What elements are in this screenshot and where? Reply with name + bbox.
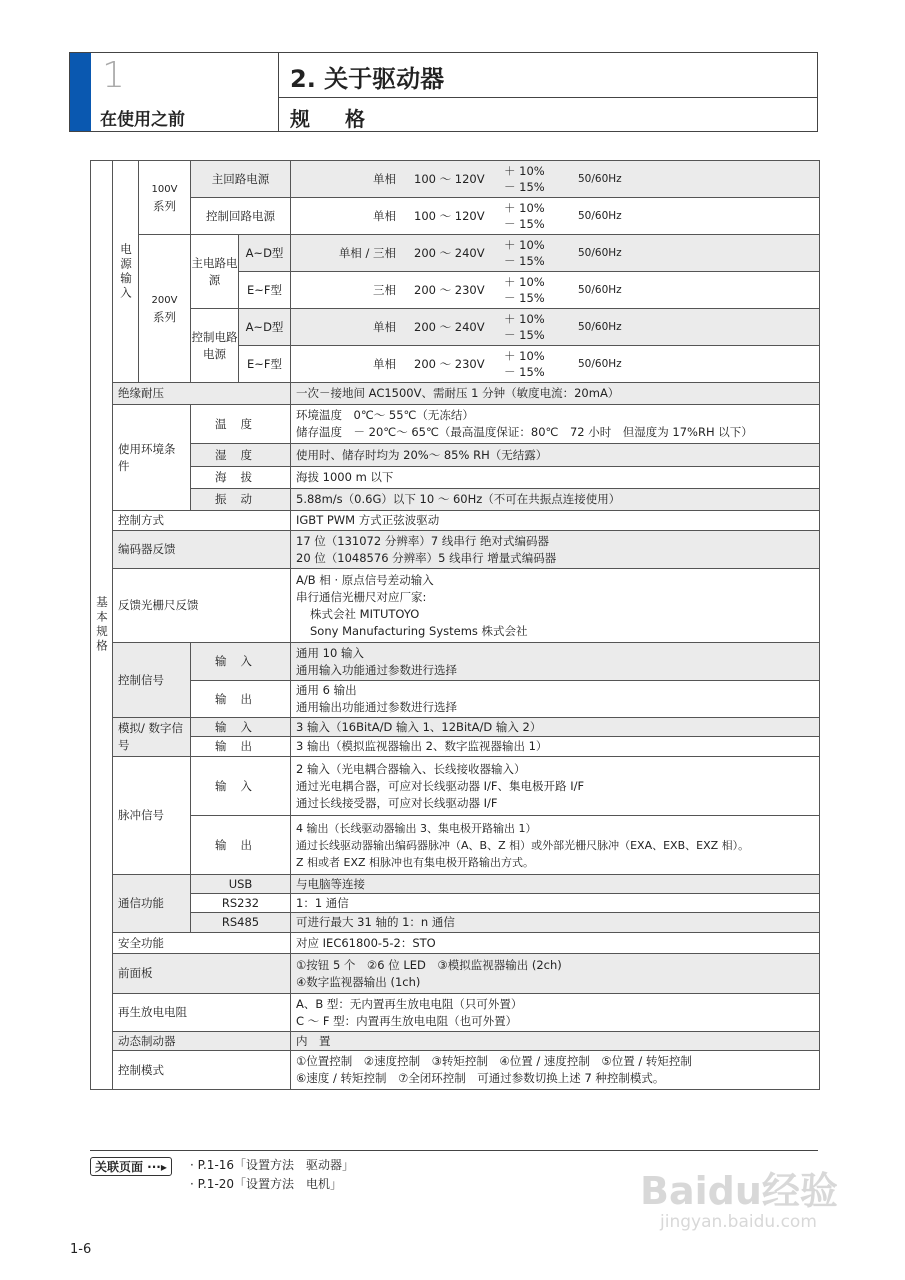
regen-label: 再生放电电阻 — [113, 994, 291, 1032]
usb-label: USB — [191, 875, 291, 894]
analog-label: 模拟/ 数字信号 — [113, 718, 191, 757]
panel-label: 前面板 — [113, 954, 291, 994]
regen-value: A、B 型：无内置再生放电电阻（只可外置） C ～ F 型：内置再生放电电阻（也可外置） — [291, 994, 820, 1032]
watermark-logo: Baidu经验 — [640, 1169, 838, 1213]
rs232-label: RS232 — [191, 894, 291, 913]
type-ef: E~F型 — [239, 346, 291, 383]
footer-divider — [90, 1150, 818, 1151]
altitude-label: 海拔 — [191, 467, 291, 489]
main-circuit-short-label: 主电路电源 — [191, 235, 239, 309]
power-row: 单相 200 ～ 240V ＋ 10% － 15% 50/60Hz — [291, 309, 820, 346]
rs485-label: RS485 — [191, 913, 291, 933]
pulse-in-label: 输入 — [191, 757, 291, 816]
mode-label: 控制模式 — [113, 1051, 291, 1090]
chapter-color-bar — [70, 53, 91, 131]
vibration-value: 5.88m/s（0.6G）以下 10 ～ 60Hz（不可在共振点连接使用） — [291, 489, 820, 511]
power-input-label: 电源输入 — [113, 161, 139, 383]
analog-in-value: 3 输入（16BitA/D 输入 1、12BitA/D 输入 2） — [291, 718, 820, 737]
ctrl-in-value: 通用 10 输入 通用输入功能通过参数进行选择 — [291, 643, 820, 681]
temp-label: 温度 — [191, 405, 291, 444]
divider — [278, 97, 817, 98]
power-row: 单相 / 三相 200 ～ 240V ＋ 10% － 15% 50/60Hz — [291, 235, 820, 272]
altitude-value: 海拔 1000 m 以下 — [291, 467, 820, 489]
encoder-label: 编码器反馈 — [113, 531, 291, 569]
divider — [278, 53, 279, 131]
watermark-url: jingyan.baidu.com — [660, 1212, 817, 1232]
usb-value: 与电脑等连接 — [291, 875, 820, 894]
insulation-value: 一次－接地间 AC1500V、需耐压 1 分钟（敏度电流：20mA） — [291, 383, 820, 405]
control-method-value: IGBT PWM 方式正弦波驱动 — [291, 511, 820, 531]
comm-label: 通信功能 — [113, 875, 191, 933]
ctrl-in-label: 输入 — [191, 643, 291, 681]
ctrl-circuit-short-label: 控制电路电源 — [191, 309, 239, 383]
type-ef: E~F型 — [239, 272, 291, 309]
chapter-title: 在使用之前 — [100, 110, 185, 130]
temp-value: 环境温度 0℃～ 55℃（无冻结） 储存温度 － 20℃～ 65℃（最高温度保证：80℃ 72 小时 但湿度为 17%RH 以下） — [291, 405, 820, 444]
spec-table — [90, 160, 820, 1090]
power-row: 单相 100 ～ 120V ＋ 10% － 15% 50/60Hz — [291, 198, 820, 235]
main-circuit-label: 主回路电源 — [191, 161, 291, 198]
safety-value: 对应 IEC61800-5-2：STO — [291, 933, 820, 954]
chapter-number: 1 — [102, 55, 125, 96]
rs232-value: 1：1 通信 — [291, 894, 820, 913]
scale-label: 反馈光栅尺反馈 — [113, 569, 291, 643]
power-row: 三相 200 ～ 230V ＋ 10% － 15% 50/60Hz — [291, 272, 820, 309]
pulse-out-label: 输出 — [191, 816, 291, 875]
analog-out-value: 3 输出（模拟监视器输出 2、数字监视器输出 1） — [291, 737, 820, 757]
safety-label: 安全功能 — [113, 933, 291, 954]
ctrl-out-label: 输出 — [191, 681, 291, 718]
subsection-title: 规 格 — [290, 107, 379, 131]
ctrl-circuit-label: 控制回路电源 — [191, 198, 291, 235]
type-ad: A~D型 — [239, 309, 291, 346]
humidity-label: 湿度 — [191, 444, 291, 467]
type-ad: A~D型 — [239, 235, 291, 272]
rs485-value: 可进行最大 31 轴的 1：n 通信 — [291, 913, 820, 933]
related-pages-badge: 关联页面 ···▸ — [90, 1157, 172, 1176]
analog-out-label: 输出 — [191, 737, 291, 757]
panel-value: ①按钮 5 个 ②6 位 LED ③模拟监视器输出 (2ch) ④数字监视器输出 (1ch) — [291, 954, 820, 994]
series-200v: 200V 系列 — [139, 235, 191, 383]
encoder-value: 17 位（131072 分辨率）7 线串行 绝对式编码器 20 位（1048576 分辨率）5 线串行 增量式编码器 — [291, 531, 820, 569]
related-link[interactable]: · P.1-16「设置方法 驱动器」 — [190, 1158, 355, 1172]
ctrl-out-value: 通用 6 输出 通用输出功能通过参数进行选择 — [291, 681, 820, 718]
page-header — [69, 52, 818, 132]
pulse-out-value: 4 输出（长线驱动器输出 3、集电极开路输出 1） 通过长线驱动器输出编码器脉冲（A、B、Z 相）或外部光栅尺脉冲（EXA、EXB、EXZ 相）。 Z 相或者 EXZ 相脉冲也有集电极开路输出方式。 — [291, 816, 820, 875]
env-label: 使用环境条件 — [113, 405, 191, 511]
pulse-label: 脉冲信号 — [113, 757, 191, 875]
scale-value: A/B 相 · 原点信号差动输入 串行通信光栅尺对应厂家: 株式会社 MITUTOYO Sony Manufacturing Systems 株式会社 — [291, 569, 820, 643]
related-link[interactable]: · P.1-20「设置方法 电机」 — [190, 1177, 343, 1191]
basic-spec-label: 基本规格 — [91, 161, 113, 1090]
related-pages-list — [190, 1156, 354, 1194]
analog-in-label: 输入 — [191, 718, 291, 737]
humidity-value: 使用时、储存时均为 20%～ 85% RH（无结露） — [291, 444, 820, 467]
section-title: 2. 关于驱动器 — [290, 65, 445, 93]
pulse-in-value: 2 输入（光电耦合器输入、长线接收器输入） 通过光电耦合器，可应对长线驱动器 I/F、集电极开路 I/F 通过长线接受器，可应对长线驱动器 I/F — [291, 757, 820, 816]
series-100v: 100V 系列 — [139, 161, 191, 235]
power-row: 单相 100 ～ 120V ＋ 10% － 15% 50/60Hz — [291, 161, 820, 198]
page-number: 1-6 — [70, 1242, 92, 1257]
power-row: 单相 200 ～ 230V ＋ 10% － 15% 50/60Hz — [291, 346, 820, 383]
brake-value: 内 置 — [291, 1032, 820, 1051]
mode-value: ①位置控制 ②速度控制 ③转矩控制 ④位置 / 速度控制 ⑤位置 / 转矩控制 ⑥速度 / 转矩控制 ⑦全闭环控制 可通过参数切换上述 7 种控制模式。 — [291, 1051, 820, 1090]
insulation-label: 绝缘耐压 — [113, 383, 291, 405]
brake-label: 动态制动器 — [113, 1032, 291, 1051]
ctrl-signal-label: 控制信号 — [113, 643, 191, 718]
vibration-label: 振动 — [191, 489, 291, 511]
control-method-label: 控制方式 — [113, 511, 291, 531]
